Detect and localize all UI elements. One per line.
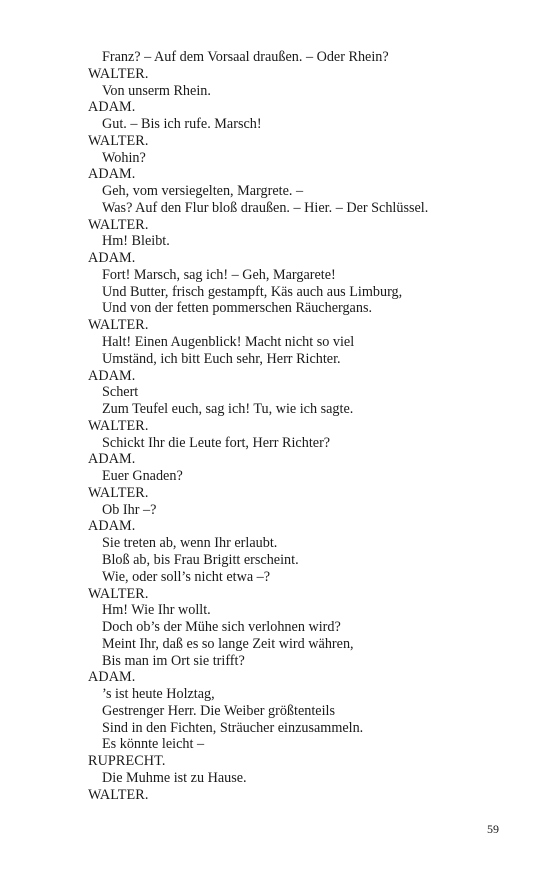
verse-line: Meint Ihr, daß es so lange Zeit wird währen, xyxy=(102,635,354,652)
verse-line: Hm! Bleibt. xyxy=(102,233,170,250)
verse-line: Zum Teufel euch, sag ich! Tu, wie ich sagte. xyxy=(102,401,354,418)
verse-line: Ob Ihr –? xyxy=(102,501,157,518)
speaker-name: ADAM. xyxy=(88,166,136,183)
speaker-name: WALTER. xyxy=(88,585,149,602)
verse-line: Es könnte leicht – xyxy=(102,736,205,753)
speaker-name: ADAM. xyxy=(88,451,136,468)
speaker-name: WALTER. xyxy=(88,216,149,233)
verse-line: Umständ, ich bitt Euch sehr, Herr Richter. xyxy=(102,350,341,367)
verse-line: Schickt Ihr die Leute fort, Herr Richter? xyxy=(102,434,331,451)
verse-line: Und Butter, frisch gestampft, Käs auch aus Limburg, xyxy=(102,283,403,300)
verse-line: Sie treten ab, wenn Ihr erlaubt. xyxy=(102,535,278,552)
verse-line: Gestrenger Herr. Die Weiber größtenteils xyxy=(102,702,335,719)
speaker-name: WALTER. xyxy=(88,786,149,803)
speaker-name: RUPRECHT. xyxy=(88,753,166,770)
verse-line: Franz? – Auf dem Vorsaal draußen. – Oder Rhein? xyxy=(102,49,389,65)
speaker-name: WALTER. xyxy=(88,417,149,434)
speaker-name: WALTER. xyxy=(88,317,149,334)
verse-line: Wohin? xyxy=(102,149,146,166)
verse-line: Und von der fetten pommerschen Räuchergans. xyxy=(102,300,373,317)
verse-line: Doch ob’s der Mühe sich verlohnen wird? xyxy=(102,619,341,636)
verse-line: Schert xyxy=(102,384,139,401)
verse-line: Euer Gnaden? xyxy=(102,468,183,485)
verse-line: Was? Auf den Flur bloß draußen. – Hier. – Der Schlüssel. xyxy=(102,199,429,216)
page-number: 59 xyxy=(487,822,499,836)
verse-line: Halt! Einen Augenblick! Macht nicht so viel xyxy=(102,334,355,351)
verse-line: Von unserm Rhein. xyxy=(102,82,211,99)
verse-line: Sind in den Fichten, Sträucher einzusammeln. xyxy=(102,719,364,736)
speaker-name: ADAM. xyxy=(88,99,136,116)
verse-line: Bloß ab, bis Frau Brigitt erscheint. xyxy=(102,551,299,568)
verse-line: Bis man im Ort sie trifft? xyxy=(102,652,245,669)
verse-line: Wie, oder soll’s nicht etwa –? xyxy=(102,568,271,585)
verse-line: Fort! Marsch, sag ich! – Geh, Margarete! xyxy=(102,266,336,283)
speaker-name: ADAM. xyxy=(88,669,136,686)
speaker-name: WALTER. xyxy=(88,65,149,82)
verse-line: Geh, vom versiegelten, Margrete. – xyxy=(102,183,304,200)
verse-line: Gut. – Bis ich rufe. Marsch! xyxy=(102,116,262,133)
verse-line: Hm! Wie Ihr wollt. xyxy=(102,602,211,619)
speaker-name: WALTER. xyxy=(88,132,149,149)
verse-line: ’s ist heute Holztag, xyxy=(102,686,215,703)
verse-line: Die Muhme ist zu Hause. xyxy=(102,769,247,786)
speaker-name: ADAM. xyxy=(88,250,136,267)
speaker-name: WALTER. xyxy=(88,484,149,501)
speaker-name: ADAM. xyxy=(88,518,136,535)
drama-text-block xyxy=(88,49,528,803)
speaker-name: ADAM. xyxy=(88,367,136,384)
